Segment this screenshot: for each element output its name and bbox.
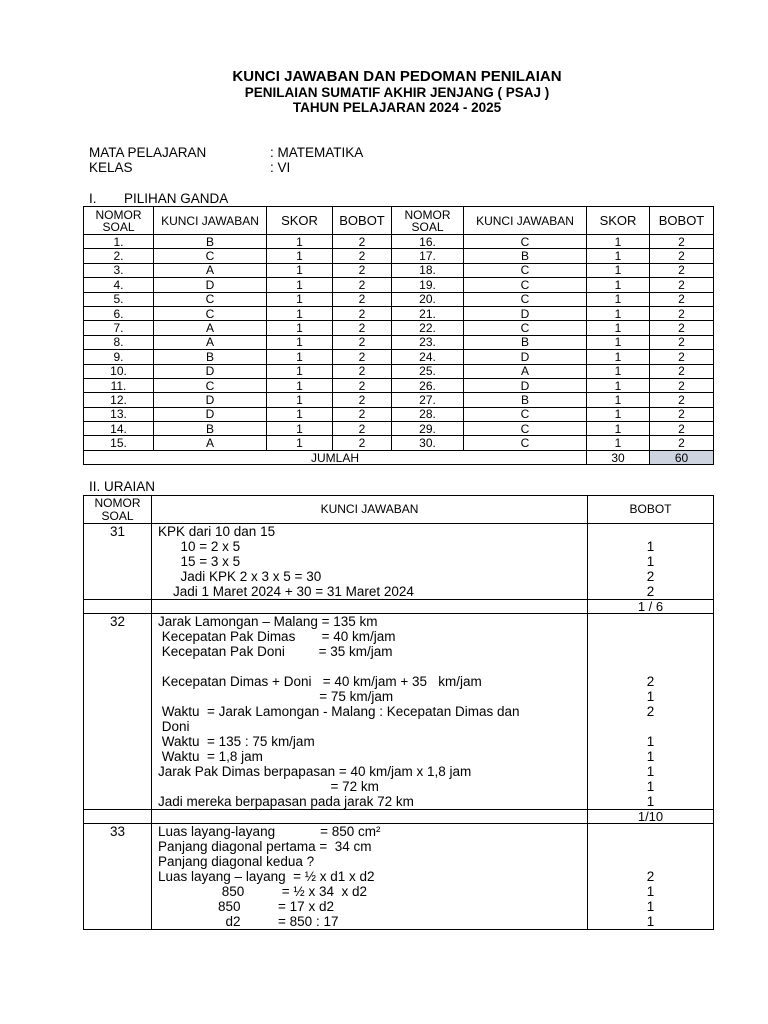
cell-right-bobot: 2	[650, 263, 714, 277]
cell-left-kunci: A	[154, 335, 267, 349]
cell-right-bobot: 2	[650, 306, 714, 320]
column-header-kunci: KUNCI JAWABAN	[152, 496, 588, 524]
cell-right-kunci: C	[464, 263, 587, 277]
cell-left-skor: 1	[267, 249, 333, 263]
cell-right-bobot: 2	[650, 235, 714, 249]
cell-left-skor: 1	[267, 306, 333, 320]
cell-left-nomor: 11.	[84, 378, 154, 392]
answer-line: Waktu = Jarak Lamongan - Malang : Kecepatan Dimas dan	[158, 704, 520, 719]
cell-left-skor: 1	[267, 292, 333, 306]
cell-left-bobot: 2	[333, 321, 392, 335]
cell-right-nomor: 18.	[392, 263, 464, 277]
cell-right-kunci: B	[464, 393, 587, 407]
cell-left-skor: 1	[267, 393, 333, 407]
cell-left-nomor: 3.	[84, 263, 154, 277]
weight-cell	[588, 824, 714, 930]
cell-right-skor: 1	[587, 335, 650, 349]
cell-right-nomor: 19.	[392, 278, 464, 292]
weight-value	[588, 854, 713, 869]
column-header-bobot: BOBOT	[333, 207, 392, 235]
weight-value: 1	[646, 554, 655, 569]
weight-value: 1	[646, 899, 655, 914]
cell-right-kunci: D	[464, 350, 587, 364]
cell-left-bobot: 2	[333, 278, 392, 292]
answer-line: 850 = ½ x 34 x d2	[158, 884, 367, 899]
cell-left-skor: 1	[267, 422, 333, 436]
cell-right-kunci: D	[464, 306, 587, 320]
cell-right-skor: 1	[587, 393, 650, 407]
cell-left-nomor: 1.	[84, 235, 154, 249]
column-header-kunci: KUNCI JAWABAN	[154, 207, 267, 235]
table-header-row	[84, 496, 714, 524]
weight-value	[588, 614, 713, 629]
cell-left-nomor: 7.	[84, 321, 154, 335]
cell-right-kunci: B	[464, 335, 587, 349]
cell-right-skor: 1	[587, 436, 650, 450]
cell-right-bobot: 2	[650, 350, 714, 364]
cell-left-bobot: 2	[333, 364, 392, 378]
column-header-skor: SKOR	[587, 207, 650, 235]
weight-value	[588, 839, 713, 854]
cell-left-kunci: A	[154, 436, 267, 450]
column-header-bobot: BOBOT	[650, 207, 714, 235]
cell-left-nomor: 5.	[84, 292, 154, 306]
column-header-bobot: BOBOT	[588, 496, 714, 524]
answer-line: Jadi KPK 2 x 3 x 5 = 30	[158, 569, 322, 584]
cell-left-bobot: 2	[333, 436, 392, 450]
weight-value: 2	[646, 584, 655, 599]
answer-line: Kecepatan Dimas + Doni = 40 km/jam + 35 km/jam	[158, 674, 482, 689]
cell-right-nomor: 25.	[392, 364, 464, 378]
cell-left-nomor: 15.	[84, 436, 154, 450]
answer-line: Doni	[158, 719, 190, 734]
weight-value: 1	[646, 689, 655, 704]
weight-value: 1	[646, 794, 655, 809]
cell-left-bobot: 2	[333, 407, 392, 421]
table-row	[84, 306, 714, 320]
cell-left-kunci: C	[154, 249, 267, 263]
weight-value: 1	[646, 779, 655, 794]
cell-left-kunci: B	[154, 350, 267, 364]
table-header-row	[84, 207, 714, 235]
weight-value	[588, 719, 713, 734]
cell-right-skor: 1	[587, 278, 650, 292]
cell-left-kunci: D	[154, 278, 267, 292]
cell-left-nomor: 4.	[84, 278, 154, 292]
cell-right-bobot: 2	[650, 364, 714, 378]
cell-right-kunci: C	[464, 321, 587, 335]
subject-value: : MATEMATIKA	[270, 145, 364, 160]
cell-left-nomor: 14.	[84, 422, 154, 436]
answer-line: 10 = 2 x 5	[158, 539, 241, 554]
cell-left-nomor: 6.	[84, 306, 154, 320]
cell-right-nomor: 16.	[392, 235, 464, 249]
column-header-nomor: NOMOR SOAL	[84, 207, 154, 235]
answer-line: Jarak Lamongan – Malang = 135 km	[158, 614, 378, 629]
answer-line: Luas layang-layang = 850 cm²	[158, 824, 381, 839]
academic-year: TAHUN PELAJARAN 2024 - 2025	[292, 100, 502, 115]
column-header-kunci: KUNCI JAWABAN	[464, 207, 587, 235]
cell-right-nomor: 20.	[392, 292, 464, 306]
answer-line	[158, 659, 587, 674]
answer-line: Kecepatan Pak Dimas = 40 km/jam	[158, 629, 396, 644]
subtotal-value: 1/10	[588, 810, 714, 824]
cell-right-kunci: A	[464, 364, 587, 378]
cell-right-nomor: 26.	[392, 378, 464, 392]
weight-value: 1	[646, 764, 655, 779]
total-skor: 30	[587, 450, 650, 464]
document-title: KUNCI JAWABAN DAN PEDOMAN PENILAIAN	[232, 68, 562, 85]
weight-value	[588, 824, 713, 839]
cell-left-kunci: D	[154, 393, 267, 407]
answer-cell	[152, 614, 588, 810]
cell-left-kunci: A	[154, 321, 267, 335]
column-header-nomor: NOMOR SOAL	[84, 496, 152, 524]
table-row	[84, 422, 714, 436]
cell-left-skor: 1	[267, 364, 333, 378]
cell-left-nomor: 10.	[84, 364, 154, 378]
cell-left-skor: 1	[267, 235, 333, 249]
answer-line: KPK dari 10 dan 15	[158, 524, 276, 539]
question-row-32	[84, 614, 714, 810]
cell-left-nomor: 9.	[84, 350, 154, 364]
weight-value: 2	[646, 569, 655, 584]
table-row	[84, 278, 714, 292]
answer-line: Waktu = 1,8 jam	[158, 749, 263, 764]
cell-right-nomor: 22.	[392, 321, 464, 335]
cell-right-kunci: C	[464, 278, 587, 292]
subject-label: MATA PELAJARAN	[89, 145, 207, 160]
weight-cell	[588, 614, 714, 810]
table-row	[84, 263, 714, 277]
cell-right-skor: 1	[587, 263, 650, 277]
cell-right-nomor: 24.	[392, 350, 464, 364]
cell-right-nomor: 29.	[392, 422, 464, 436]
column-header-nomor: NOMOR SOAL	[392, 207, 464, 235]
answer-cell	[152, 824, 588, 930]
cell-right-skor: 1	[587, 249, 650, 263]
cell-left-bobot: 2	[333, 350, 392, 364]
cell-left-skor: 1	[267, 350, 333, 364]
cell-right-bobot: 2	[650, 321, 714, 335]
weight-value: 2	[646, 674, 655, 689]
cell-left-kunci: C	[154, 292, 267, 306]
weight-value: 1	[646, 884, 655, 899]
answer-line: Luas layang – layang = ½ x d1 x d2	[158, 869, 375, 884]
cell-left-bobot: 2	[333, 263, 392, 277]
cell-left-kunci: C	[154, 306, 267, 320]
answer-line: Jadi mereka berpapasan pada jarak 72 km	[158, 794, 414, 809]
cell-left-nomor: 8.	[84, 335, 154, 349]
cell-left-nomor: 2.	[84, 249, 154, 263]
cell-left-kunci: C	[154, 378, 267, 392]
cell-right-skor: 1	[587, 321, 650, 335]
weight-value	[588, 659, 713, 674]
weight-value	[588, 524, 713, 539]
cell-right-kunci: D	[464, 378, 587, 392]
cell-right-bobot: 2	[650, 407, 714, 421]
cell-right-skor: 1	[587, 378, 650, 392]
answer-line: Panjang diagonal pertama = 34 cm	[158, 839, 372, 854]
total-bobot: 60	[650, 450, 714, 464]
answer-line: = 75 km/jam	[158, 689, 394, 704]
cell-right-kunci: C	[464, 292, 587, 306]
answer-cell	[152, 524, 588, 600]
weight-cell	[588, 524, 714, 600]
weight-value	[588, 644, 713, 659]
cell-right-nomor: 21.	[392, 306, 464, 320]
cell-right-bobot: 2	[650, 335, 714, 349]
table-row	[84, 321, 714, 335]
question-number: 31	[84, 524, 152, 600]
document-subtitle: PENILAIAN SUMATIF AKHIR JENJANG ( PSAJ )	[244, 85, 550, 100]
cell-right-bobot: 2	[650, 436, 714, 450]
section-one-title: PILIHAN GANDA	[124, 191, 229, 206]
cell-right-skor: 1	[587, 306, 650, 320]
question-row-31	[84, 524, 714, 600]
cell-right-kunci: C	[464, 235, 587, 249]
cell-right-bobot: 2	[650, 278, 714, 292]
cell-left-nomor: 12.	[84, 393, 154, 407]
weight-value: 1	[646, 539, 655, 554]
cell-right-bobot: 2	[650, 393, 714, 407]
cell-left-kunci: D	[154, 364, 267, 378]
class-value: : VI	[270, 160, 291, 175]
question-row-33	[84, 824, 714, 930]
table-row	[84, 350, 714, 364]
cell-right-skor: 1	[587, 350, 650, 364]
section-two-title: II. URAIAN	[89, 479, 156, 494]
question-number: 33	[84, 824, 152, 930]
essay-table	[83, 495, 714, 930]
cell-left-bobot: 2	[333, 422, 392, 436]
cell-right-bobot: 2	[650, 422, 714, 436]
cell-left-skor: 1	[267, 378, 333, 392]
weight-value: 1	[646, 749, 655, 764]
weight-value: 2	[646, 869, 655, 884]
class-label: KELAS	[89, 160, 133, 175]
column-header-skor: SKOR	[267, 207, 333, 235]
cell-left-kunci: B	[154, 235, 267, 249]
cell-right-skor: 1	[587, 407, 650, 421]
cell-right-bobot: 2	[650, 378, 714, 392]
cell-right-nomor: 27.	[392, 393, 464, 407]
answer-line: Jarak Pak Dimas berpapasan = 40 km/jam x 1,8 jam	[158, 764, 472, 779]
subtotal-row-32	[84, 810, 714, 824]
table-row	[84, 335, 714, 349]
weight-value: 1	[646, 914, 655, 929]
subtotal-value: 1 / 6	[588, 600, 714, 614]
table-row	[84, 235, 714, 249]
cell-right-nomor: 23.	[392, 335, 464, 349]
weight-value	[588, 629, 713, 644]
answer-line: Kecepatan Pak Doni = 35 km/jam	[158, 644, 393, 659]
answer-line: 850 = 17 x d2	[158, 899, 334, 914]
cell-right-skor: 1	[587, 235, 650, 249]
cell-right-skor: 1	[587, 422, 650, 436]
subtotal-row-31	[84, 600, 714, 614]
cell-right-bobot: 2	[650, 292, 714, 306]
cell-left-bobot: 2	[333, 335, 392, 349]
cell-left-bobot: 2	[333, 235, 392, 249]
cell-left-bobot: 2	[333, 249, 392, 263]
multiple-choice-table	[83, 206, 714, 465]
cell-left-skor: 1	[267, 335, 333, 349]
cell-left-kunci: B	[154, 422, 267, 436]
cell-left-skor: 1	[267, 263, 333, 277]
table-row	[84, 436, 714, 450]
weight-value: 2	[646, 704, 655, 719]
answer-line: = 72 km	[158, 779, 379, 794]
cell-right-kunci: C	[464, 407, 587, 421]
cell-left-kunci: A	[154, 263, 267, 277]
total-label: JUMLAH	[84, 450, 587, 464]
total-row	[84, 450, 714, 464]
cell-right-skor: 1	[587, 364, 650, 378]
table-row	[84, 292, 714, 306]
cell-left-skor: 1	[267, 407, 333, 421]
weight-value: 1	[646, 734, 655, 749]
answer-line: Panjang diagonal kedua ?	[158, 854, 315, 869]
answer-line: Jadi 1 Maret 2024 + 30 = 31 Maret 2024	[158, 584, 414, 599]
cell-left-bobot: 2	[333, 378, 392, 392]
table-row	[84, 393, 714, 407]
cell-right-kunci: B	[464, 249, 587, 263]
table-row	[84, 249, 714, 263]
table-row	[84, 364, 714, 378]
cell-right-bobot: 2	[650, 249, 714, 263]
cell-left-skor: 1	[267, 321, 333, 335]
table-row	[84, 407, 714, 421]
cell-left-bobot: 2	[333, 306, 392, 320]
cell-left-skor: 1	[267, 278, 333, 292]
cell-right-kunci: C	[464, 422, 587, 436]
cell-right-nomor: 17.	[392, 249, 464, 263]
cell-right-kunci: C	[464, 436, 587, 450]
cell-left-bobot: 2	[333, 393, 392, 407]
cell-right-nomor: 30.	[392, 436, 464, 450]
cell-left-nomor: 13.	[84, 407, 154, 421]
cell-left-kunci: D	[154, 407, 267, 421]
table-row	[84, 378, 714, 392]
cell-left-skor: 1	[267, 436, 333, 450]
section-one-number: I.	[89, 191, 97, 206]
answer-line: d2 = 850 : 17	[158, 914, 339, 929]
cell-left-bobot: 2	[333, 292, 392, 306]
answer-line: 15 = 3 x 5	[158, 554, 241, 569]
cell-right-nomor: 28.	[392, 407, 464, 421]
answer-line: Waktu = 135 : 75 km/jam	[158, 734, 315, 749]
question-number: 32	[84, 614, 152, 810]
cell-right-skor: 1	[587, 292, 650, 306]
